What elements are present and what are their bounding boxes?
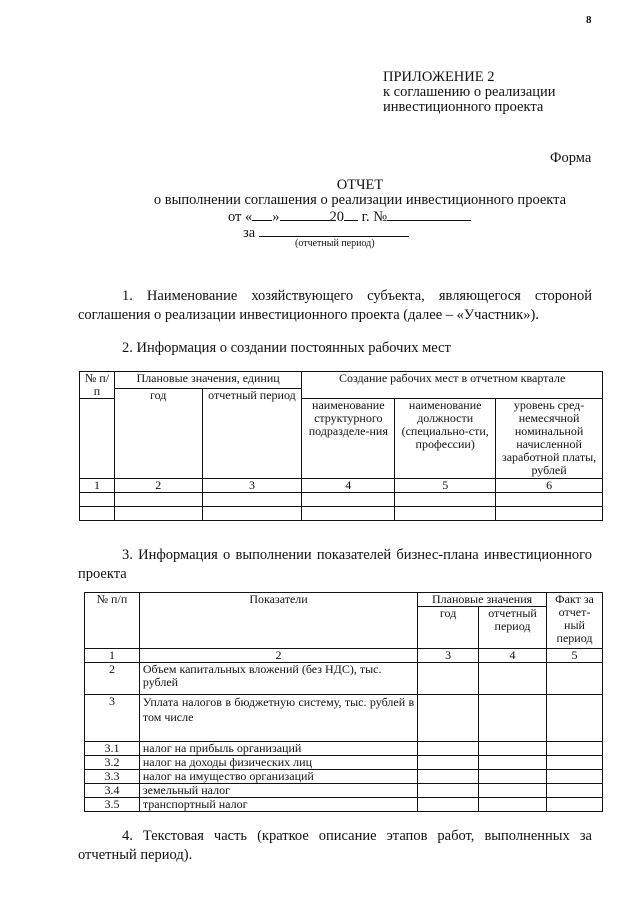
row-num: 3.4 bbox=[85, 784, 140, 798]
t1-empty-row bbox=[80, 493, 603, 507]
row-indicator: налог на прибыль организаций bbox=[139, 742, 417, 756]
row-num: 2 bbox=[85, 663, 140, 695]
t2-header-year: год bbox=[418, 607, 479, 649]
appendix-header bbox=[383, 70, 556, 115]
row-indicator: транспортный налог bbox=[139, 798, 417, 812]
forma-label: Форма bbox=[550, 150, 592, 166]
t1-header-num: № п/п bbox=[80, 372, 115, 399]
row-indicator: Уплата налогов в бюджетную систему, тыс. рублей в том числе bbox=[139, 695, 417, 742]
t2-header-num: № п/п bbox=[85, 593, 140, 649]
t1-header-salary: уровень сред-немесячной номинальной начисленной заработной платы, рублей bbox=[496, 399, 603, 479]
row-num: 3.1 bbox=[85, 742, 140, 756]
row-num: 3 bbox=[85, 695, 140, 742]
t2-colnum: 2 bbox=[139, 649, 417, 663]
day-field[interactable] bbox=[252, 208, 272, 221]
section-4-text: 4. Текстовая часть (краткое описание этапов работ, выполненных за отчетный период). bbox=[78, 828, 592, 863]
date-suffix: г. № bbox=[361, 209, 388, 225]
row-num: 3.5 bbox=[85, 798, 140, 812]
row-indicator: Объем капитальных вложений (без НДС), тыс. рублей bbox=[139, 663, 417, 695]
table-row bbox=[85, 663, 603, 695]
t1-colnum: 2 bbox=[114, 479, 202, 493]
row-indicator: налог на имущество организаций bbox=[139, 770, 417, 784]
t1-colnum: 1 bbox=[80, 479, 115, 493]
section-3-text: 3. Информация о выполнении показателей бизнес-плана инвестиционного проекта bbox=[78, 547, 592, 582]
table-row bbox=[85, 784, 603, 798]
t2-header-indicators: Показатели bbox=[139, 593, 417, 649]
section-2-heading: 2. Информация о создании постоянных рабочих мест bbox=[122, 340, 451, 356]
period-za: за bbox=[243, 225, 256, 241]
date-prefix: от « bbox=[228, 209, 253, 225]
t2-header-fact: Факт за отчет-ный период bbox=[547, 593, 603, 649]
t1-colnum: 5 bbox=[395, 479, 496, 493]
t1-header-period: отчетный период bbox=[202, 389, 302, 479]
month-field[interactable] bbox=[280, 208, 330, 221]
row-num: 3.3 bbox=[85, 770, 140, 784]
page-number: 8 bbox=[586, 14, 592, 26]
appendix-line-1: ПРИЛОЖЕНИЕ 2 bbox=[383, 69, 495, 85]
business-plan-table bbox=[84, 592, 603, 812]
date-quote-close: » bbox=[272, 209, 280, 225]
t1-colnum: 6 bbox=[496, 479, 603, 493]
year-prefix: 20 bbox=[329, 209, 345, 225]
appendix-line-3: инвестиционного проекта bbox=[383, 99, 544, 115]
t2-header-period: отчетный период bbox=[479, 607, 547, 649]
t1-header-struct: наименование структурного подразделе-ния bbox=[302, 399, 395, 479]
table-row bbox=[85, 770, 603, 784]
report-number-field[interactable] bbox=[387, 208, 471, 221]
table-row bbox=[85, 742, 603, 756]
t2-header-plan: Плановые значения bbox=[418, 593, 547, 607]
table-row bbox=[85, 756, 603, 770]
t2-colnum: 5 bbox=[547, 649, 603, 663]
t1-colnum: 3 bbox=[202, 479, 302, 493]
t1-header-position: наименование должности (специально-сти, профессии) bbox=[395, 399, 496, 479]
row-indicator: земельный налог bbox=[139, 784, 417, 798]
t1-header-year: год bbox=[114, 389, 202, 479]
row-indicator: налог на доходы физических лиц bbox=[139, 756, 417, 770]
t1-header-creation: Создание рабочих мест в отчетном квартале bbox=[302, 372, 603, 399]
t2-colnum: 4 bbox=[479, 649, 547, 663]
row-num: 3.2 bbox=[85, 756, 140, 770]
table-row bbox=[85, 695, 603, 742]
period-field[interactable] bbox=[259, 224, 409, 237]
t1-empty-row bbox=[80, 507, 603, 521]
t1-empty-cell bbox=[80, 399, 115, 479]
t1-colnum: 4 bbox=[302, 479, 395, 493]
period-caption: (отчетный период) bbox=[295, 238, 375, 249]
t2-colnum: 1 bbox=[85, 649, 140, 663]
jobs-table bbox=[79, 371, 603, 521]
report-title-block bbox=[0, 178, 640, 208]
table-row bbox=[85, 798, 603, 812]
report-subtitle: о выполнении соглашения о реализации инвестиционного проекта bbox=[153, 192, 567, 208]
t2-colnum: 3 bbox=[418, 649, 479, 663]
appendix-line-2: к соглашению о реализации bbox=[383, 84, 556, 100]
t1-header-plan: Плановые значения, единиц bbox=[114, 372, 301, 389]
report-title: ОТЧЕТ bbox=[336, 177, 384, 193]
year-field[interactable] bbox=[344, 208, 358, 221]
section-1-text: 1. Наименование хозяйствующего субъекта, являющегося стороной соглашения о реализации инвестиционного проекта (далее – «Участник»). bbox=[78, 288, 592, 323]
